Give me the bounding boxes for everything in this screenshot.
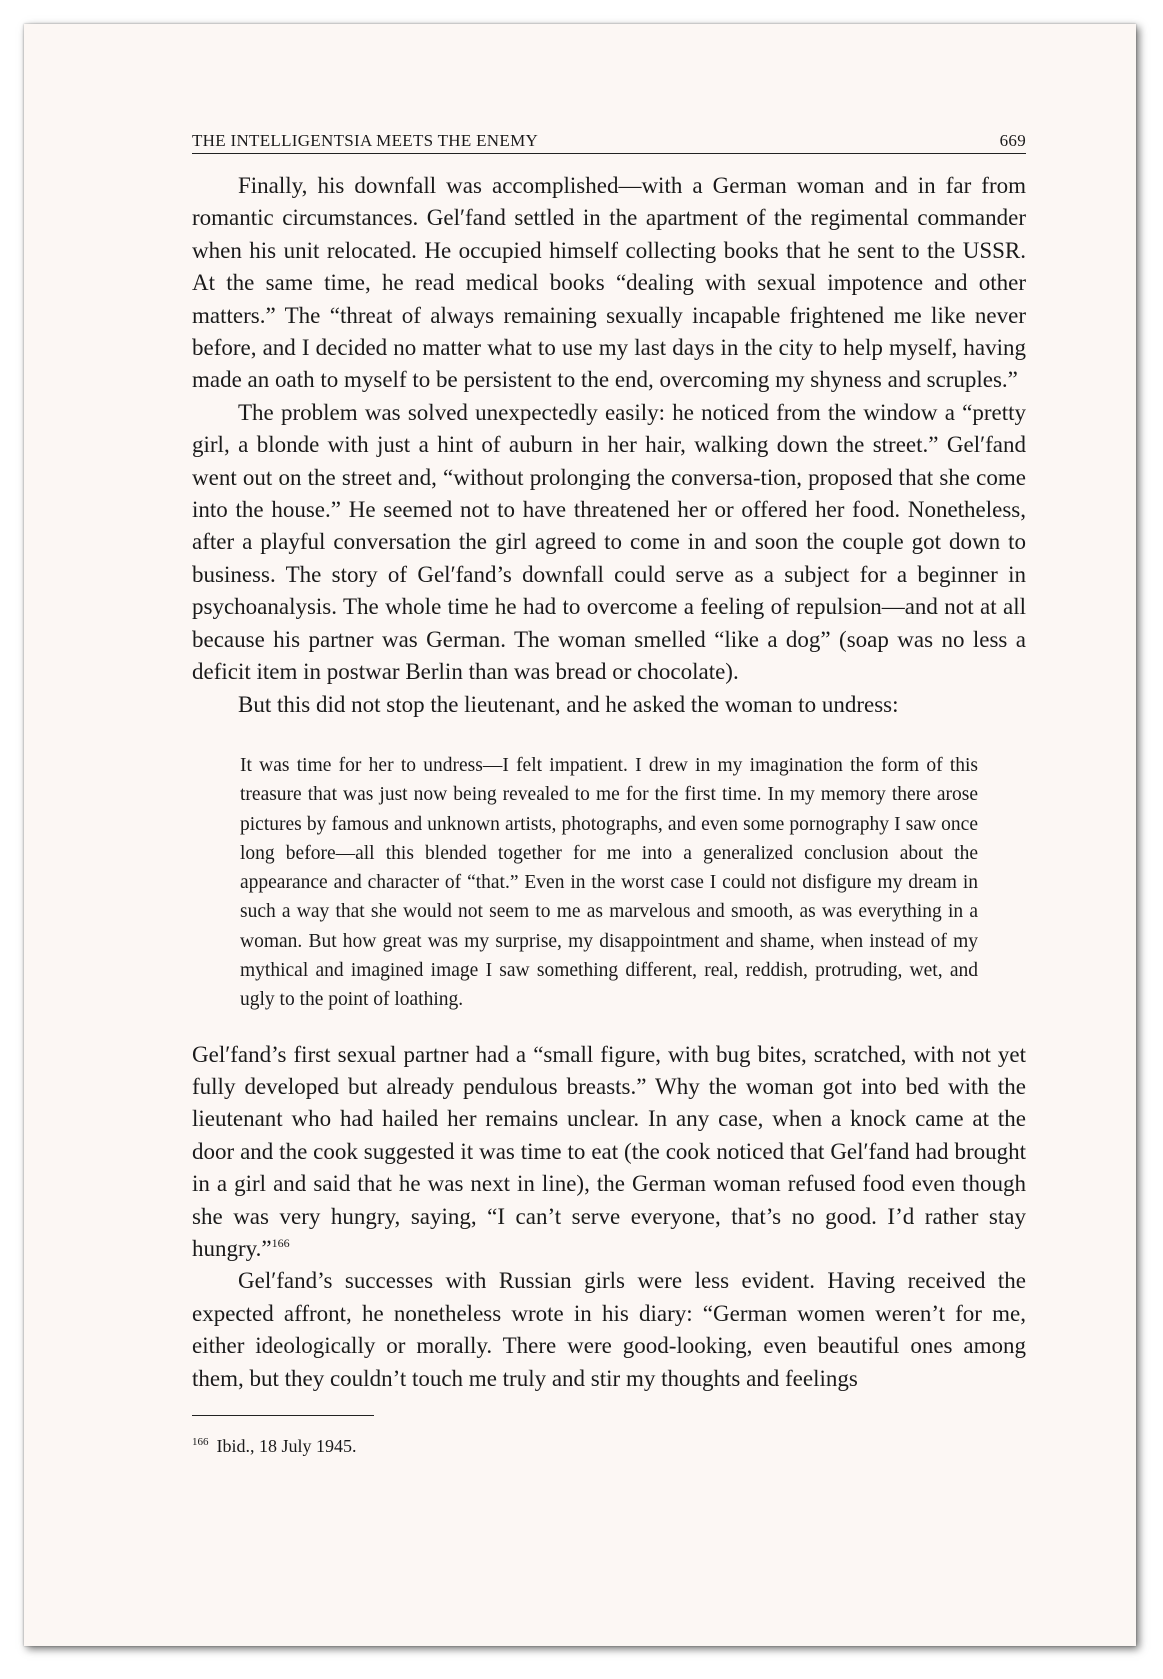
footnote-text: Ibid., 18 July 1945. [216,1436,357,1457]
footnote-divider [192,1415,374,1416]
paragraph-4-text: Gel′fand’s first sexual partner had a “small figure, with bug bites, scratched, with not yet fully developed but already pendulous breasts.” Why the woman got into bed with the lieutenant who had hailed her remains unclear. In any case, when a knock came at the door and the cook suggested it was time to eat (the cook noticed that Gel′fand had brought in a girl and said that he was next in line), the German woman refused food even though she was very hungry, saying, “I can’t serve everyone, that’s no good. I’d rather stay hungry.” [192,1041,1026,1262]
paragraph-5: Gel′fand’s successes with Russian girls were less evident. Having received the expected affront, he nonetheless wrote in his diary: “German women weren’t for me, either ideologically or morally. There were good-looking, even beautiful ones among them, but they couldn’t touch me truly and stir my thoughts and feelings [192,1268,1026,1391]
paragraph-1: Finally, his downfall was accomplished—with a German woman and in far from romantic circumstances. Gel′fand settled in the apartment of the regimental commander when his unit relocated. He occupied himself collecting books that he sent to the USSR. At the same time, he read medical books “dealing with sexual impotence and other matters.” The “threat of always remaining sexually incapable frightened me like never before, and I decided no matter what to use my last days in the city to help myself, having made an oath to myself to be persistent to the end, overcoming my shyness and scruples.” [192,173,1026,393]
block-quote-text: It was time for her to undress—I felt impatient. I drew in my imagination the form of this treasure that was just now being revealed to me for the first time. In my memory there arose pictures by famous and unknown artists, photographs, and even some pornography I saw once long before—all this blended together for me into a generalized conclusion about the appearance and character of “that.” Even in the worst case I could not disfigure my dream in such a way that she would not seem to me as marvelous and smooth, as was everything in a woman. But how great was my surprise, my disappointment and shame, when instead of my mythical and imagined image I saw something different, real, reddish, protruding, wet, and ugly to the point of loathing. [240,754,978,1011]
book-page [24,24,1136,1646]
block-quote [240,751,978,1015]
page-number: 669 [999,131,1026,150]
paragraph-2: The problem was solved unexpectedly easily: he noticed from the window a “pretty girl, a blonde with just a hint of auburn in her hair, walking down the street.” Gel′fand went out on the street and, “without prolonging the conversa-tion, proposed that she come into the house.” He seemed not to have threatened her or offered her food. Nonetheless, after a playful conversation the girl agreed to come in and soon the couple got down to business. The story of Gel′fand’s downfall could serve as a subject for a beginner in psychoanalysis. The whole time he had to overcome a feeling of repulsion—and not at all because his partner was German. The woman smelled “like a dog” (soap was no less a deficit item in postwar Berlin than was bread or chocolate). [192,399,1026,685]
footnote [192,1434,1026,1458]
paragraph-3: But this did not stop the lieutenant, and he asked the woman to undress: [238,691,899,717]
footnote-reference: 166 [271,1236,290,1251]
running-header [192,127,1026,154]
body-text [192,170,1026,1395]
running-title: THE INTELLIGENTSIA MEETS THE ENEMY [192,131,539,150]
page-content [192,127,1026,1458]
paragraph-4 [192,1039,1026,1266]
footnote-number: 166 [192,1436,209,1449]
